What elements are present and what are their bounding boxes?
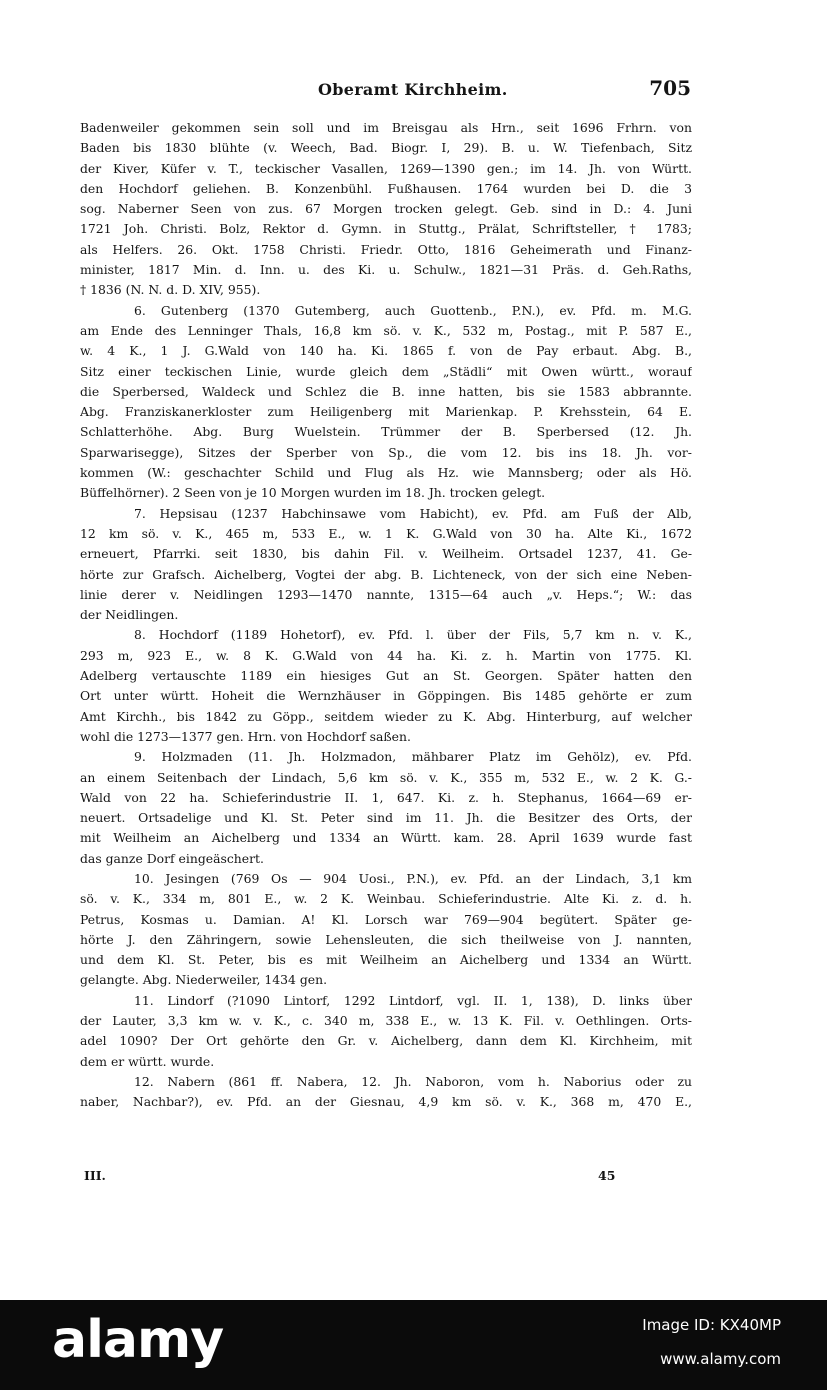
text-line: Abg. Franziskanerkloster zum Heiligenberg mit Marienkap. P. Krehsstein, 64 E.	[80, 404, 692, 420]
text-line: naber, Nachbar?), ev. Pfd. an der Giesnau, 4,9 km sö. v. K., 368 m, 470 E.,	[80, 1094, 692, 1110]
text-line: hörte J. den Zähringern, sowie Lehensleuten, die sich theilweise von J. nannten,	[80, 931, 692, 947]
text-line: sö. v. K., 334 m, 801 E., w. 2 K. Weinbau. Schieferindustrie. Alte Ki. z. d. h.	[80, 891, 692, 907]
text-body	[80, 118, 692, 1113]
text-line: Badenweiler gekommen sein soll und im Breisgau als Hrn., seit 1696 Frhrn. von	[80, 120, 692, 135]
text-line: Sparwarisegge), Sitzes der Sperber von Sp., die vom 12. bis ins 18. Jh. vor-	[80, 444, 692, 460]
text-line: linie derer v. Neidlingen 1293—1470 nannte, 1315—64 auch „v. Heps.“; W.: das	[80, 586, 692, 602]
text-line: mit Weilheim an Aichelberg und 1334 an Württ. kam. 28. April 1639 wurde fast	[80, 830, 692, 846]
watermark-banner	[0, 1300, 827, 1390]
text-line: Amt Kirchh., bis 1842 zu Göpp., seitdem wieder zu K. Abg. Hinterburg, auf welcher	[80, 708, 692, 724]
text-line: Sitz einer teckischen Linie, wurde gleich dem „Städli“ mit Owen württ., worauf	[80, 363, 692, 379]
text-line: wohl die 1273—1377 gen. Hrn. von Hochdorf saßen.	[80, 728, 411, 744]
text-line: Büffelhörner). 2 Seen von je 10 Morgen wurden im 18. Jh. trocken gelegt.	[80, 485, 546, 501]
text-line: den Hochdorf geliehen. B. Konzenbühl. Fußhausen. 1764 wurden bei D. die 3	[80, 180, 692, 196]
header-title: Oberamt Kirchheim.	[318, 80, 508, 99]
text-line: Schlatterhöhe. Abg. Burg Wuelstein. Trümmer der B. Sperbersed (12. Jh.	[80, 424, 692, 440]
text-line: 12 km sö. v. K., 465 m, 533 E., w. 1 K. G.Wald von 30 ha. Alte Ki., 1672	[80, 525, 692, 541]
text-line: und dem Kl. St. Peter, bis es mit Weilheim an Aichelberg und 1334 an Württ.	[80, 952, 692, 968]
text-line: Ort unter württ. Hoheit die Wernzhäuser in Göppingen. Bis 1485 gehörte er zum	[80, 688, 692, 704]
site-url: www.alamy.com	[660, 1350, 781, 1368]
text-line: dem er württ. wurde.	[80, 1053, 215, 1069]
text-line: Baden bis 1830 blühte (v. Weech, Bad. Biogr. I, 29). B. u. W. Tiefenbach, Sitz	[80, 140, 692, 156]
page-footer	[80, 1168, 692, 1190]
text-line: hörte zur Grafsch. Aichelberg, Vogtei der abg. B. Lichteneck, von der sich eine Neben-	[80, 566, 692, 582]
alamy-logo: alamy	[52, 1310, 224, 1370]
text-line: Adelberg vertauschte 1189 ein hiesiges Gut an St. Georgen. Später hatten den	[80, 668, 692, 684]
text-line: kommen (W.: geschachter Schild und Flug als Hz. wie Mannsberg; oder als Hö.	[80, 465, 692, 481]
text-line: 9. Holzmaden (11. Jh. Holzmadon, mähbarer Platz im Gehölz), ev. Pfd.	[134, 749, 692, 765]
image-id: Image ID: KX40MP	[642, 1316, 781, 1334]
text-line: w. 4 K., 1 J. G.Wald von 140 ha. Ki. 1865 f. von de Pay erbaut. Abg. B.,	[80, 343, 692, 359]
text-line: 6. Gutenberg (1370 Gutemberg, auch Guottenb., P.N.), ev. Pfd. m. M.G.	[134, 302, 692, 318]
text-line: neuert. Ortsadelige und Kl. St. Peter sind im 11. Jh. die Besitzer des Orts, der	[80, 810, 692, 826]
text-line: der Lauter, 3,3 km w. v. K., c. 340 m, 338 E., w. 13 K. Fil. v. Oethlingen. Orts-	[80, 1013, 692, 1029]
text-line: 11. Lindorf (?1090 Lintorf, 1292 Lintdorf, vgl. II. 1, 138), D. links über	[134, 992, 692, 1008]
text-line: gelangte. Abg. Niederweiler, 1434 gen.	[80, 972, 328, 988]
text-line: der Kiver, Küfer v. T., teckischer Vasallen, 1269—1390 gen.; im 14. Jh. von Württ.	[80, 160, 692, 176]
text-line: adel 1090? Der Ort gehörte den Gr. v. Aichelberg, dann dem Kl. Kirchheim, mit	[80, 1033, 692, 1049]
text-line: das ganze Dorf eingeäschert.	[80, 850, 264, 866]
text-line: 8. Hochdorf (1189 Hohetorf), ev. Pfd. l. über der Fils, 5,7 km n. v. K.,	[134, 627, 692, 643]
running-header	[0, 76, 827, 102]
text-line: 12. Nabern (861 ff. Nabera, 12. Jh. Naboron, vom h. Naborius oder zu	[134, 1073, 692, 1089]
text-line: Wald von 22 ha. Schieferindustrie II. 1, 647. Ki. z. h. Stephanus, 1664—69 er-	[80, 789, 692, 805]
text-line: 10. Jesingen (769 Os — 904 Uosi., P.N.), ev. Pfd. an der Lindach, 3,1 km	[134, 870, 692, 886]
text-line: † 1836 (N. N. d. D. XIV, 955).	[80, 282, 261, 298]
text-line: minister, 1817 Min. d. Inn. u. des Ki. u. Schulw., 1821—31 Präs. d. Geh.Raths,	[80, 262, 692, 278]
text-line: am Ende des Lenninger Thals, 16,8 km sö. v. K., 532 m, Postag., mit P. 587 E.,	[80, 322, 692, 338]
text-line: 7. Hepsisau (1237 Habchinsawe vom Habicht), ev. Pfd. am Fuß der Alb,	[134, 505, 692, 521]
text-line: 293 m, 923 E., w. 8 K. G.Wald von 44 ha. Ki. z. h. Martin von 1775. Kl.	[80, 647, 692, 663]
volume-marker: III.	[84, 1168, 106, 1183]
text-line: als Helfers. 26. Okt. 1758 Christi. Friedr. Otto, 1816 Geheimerath und Finanz-	[80, 241, 692, 257]
text-line: Petrus, Kosmas u. Damian. A! Kl. Lorsch war 769—904 begütert. Später ge-	[80, 911, 692, 927]
text-line: sog. Naberner Seen von zus. 67 Morgen trocken gelegt. Geb. sind in D.: 4. Juni	[80, 201, 692, 217]
text-line: erneuert, Pfarrki. seit 1830, bis dahin Fil. v. Weilheim. Ortsadel 1237, 41. Ge-	[80, 546, 692, 562]
page-number: 705	[649, 76, 691, 100]
signature-mark: 45	[598, 1168, 616, 1183]
text-line: der Neidlingen.	[80, 607, 179, 623]
text-line: die Sperbersed, Waldeck und Schlez die B. inne hatten, bis sie 1583 abbrannte.	[80, 383, 692, 399]
text-line: 1721 Joh. Christi. Bolz, Rektor d. Gymn. in Stuttg., Prälat, Schriftsteller, † 1783;	[80, 221, 692, 237]
text-line: an einem Seitenbach der Lindach, 5,6 km sö. v. K., 355 m, 532 E., w. 2 K. G.-	[80, 769, 692, 785]
